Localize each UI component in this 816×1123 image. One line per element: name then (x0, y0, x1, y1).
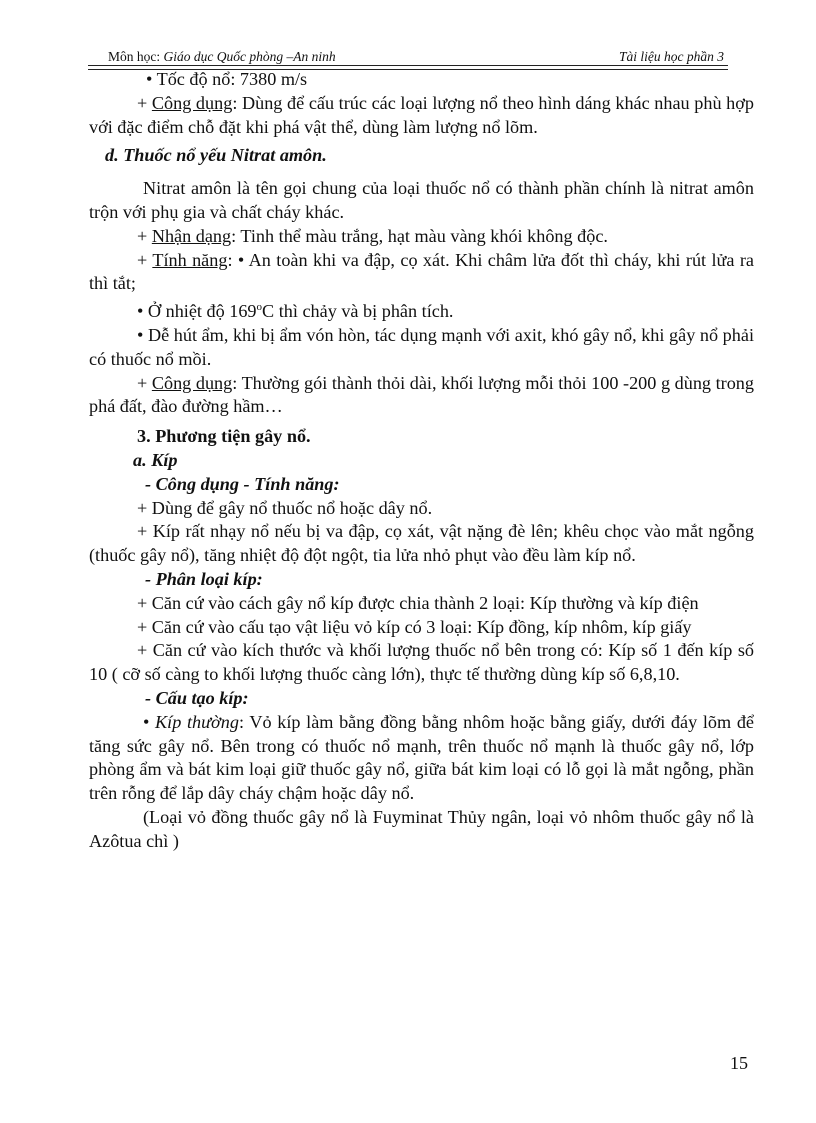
header-subject (108, 49, 336, 65)
paragraph: + Công dụng: Thường gói thành thỏi dài, khối lượng mỗi thỏi 100 -200 g dùng trong phá đất, đào đường hầm… (89, 372, 754, 417)
paragraph: • Kíp thường: Vỏ kíp làm bằng đồng bằng nhôm hoặc bằng giấy, dưới đáy lõm để tăng sức gây nổ. Bên trong có thuốc nổ mạnh, trên thuốc nổ mạnh là thuốc gây nổ, lớp phòng ẩm và bát kim loại giữ thuốc gây nổ, giữa bát kim loại có lỗ gọi là mắt ngỗng, phần trên rỗng để lắp dây cháy chậm hoặc dây nổ. (89, 711, 754, 804)
sub-heading: - Công dụng - Tính năng: (145, 473, 340, 494)
sub-heading: - Cấu tạo kíp: (145, 687, 249, 708)
paragraph: + Căn cứ vào kích thước và khối lượng thuốc nổ bên trong có: Kíp số 1 đến kíp số 10 ( cỡ số càng to khối lượng thuốc càng lớn), thực tế thường dùng kíp số 6,8,10. (89, 640, 754, 685)
section-heading: 3. Phương tiện gây nổ. (137, 426, 311, 447)
page-content (89, 68, 754, 854)
page-header (88, 48, 728, 66)
paragraph: + Công dụng: Dùng để cấu trúc các loại lượng nổ theo hình dáng khác nhau phù hợp với đặc điểm chỗ đặt khi phá vật thể, dùng làm lượng nổ lõm. (89, 92, 754, 137)
sub-heading: - Phân loại kíp: (145, 569, 263, 589)
section-heading: d. Thuốc nổ yếu Nitrat amôn. (105, 145, 327, 166)
paragraph: + Kíp rất nhạy nổ nếu bị va đập, cọ xát, vật nặng đè lên; khêu chọc vào mắt ngỗng (thuốc gây nổ), tăng nhiệt độ đột ngột, tia lửa nhỏ phụt vào đều làm kíp nổ. (89, 521, 754, 566)
header-subject-label: Môn học: (108, 49, 164, 64)
paragraph: • Ở nhiệt độ 169$^o$C thì chảy và bị phân tích. (137, 301, 454, 322)
subsection-heading: a. Kíp (133, 450, 178, 471)
term-label: Nhận dạng (151, 225, 232, 246)
page-number: 15 (730, 1053, 748, 1073)
paragraph: + Căn cứ vào cách gây nổ kíp được chia thành 2 loại: Kíp thường và kíp điện (137, 592, 699, 613)
header-rule (88, 65, 728, 66)
paragraph: • Tốc độ nổ: 7380 m/s (146, 69, 308, 89)
header-subject-name: Giáo dục Quốc phòng –An ninh (163, 49, 336, 64)
degree-superscript: o (256, 301, 263, 314)
paragraph: Nitrat amôn là tên gọi chung của loại thuốc nổ có thành phần chính là nitrat amôn trộn với phụ gia và chất cháy khác. (89, 178, 754, 222)
paragraph: • Dễ hút ẩm, khi bị ẩm vón hòn, tác dụng mạnh với axit, khó gây nổ, khi gây nổ phải có thuốc nổ mồi. (89, 325, 754, 369)
term-label: Công dụng (151, 372, 233, 393)
paragraph: + Căn cứ vào cấu tạo vật liệu vỏ kíp có 3 loại: Kíp đồng, kíp nhôm, kíp giấy (137, 616, 692, 637)
paragraph: (Loại vỏ đồng thuốc gây nổ là Fuyminat Thủy ngân, loại vỏ nhôm thuốc gây nổ là Azôtua chì ) (89, 806, 754, 851)
term-label: Kíp thường (155, 711, 239, 732)
term-label: Công dụng (151, 92, 233, 113)
term-label: Tính năng (152, 249, 228, 270)
paragraph: + Tính năng: • An toàn khi va đập, cọ xát. Khi châm lửa đốt thì cháy, khi rút lửa ra thì tắt; (89, 249, 754, 294)
paragraph: + Nhận dạng: Tinh thể màu trắng, hạt màu vàng khói không độc. (137, 225, 608, 246)
header-doc-title: Tài liệu học phần 3 (619, 49, 724, 64)
paragraph: + Dùng để gây nổ thuốc nổ hoặc dây nổ. (137, 497, 433, 518)
